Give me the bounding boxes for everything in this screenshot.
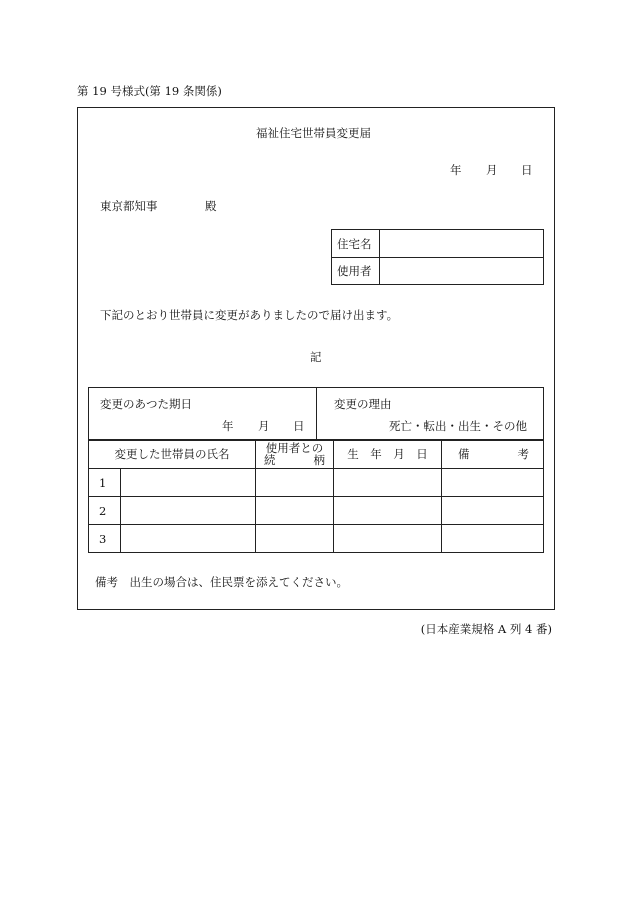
housing-name-label: 住宅名 (332, 230, 380, 258)
change-date-label: 変更のあつた期日 (100, 397, 192, 411)
change-date-cell[interactable] (89, 388, 317, 441)
member-name-cell[interactable] (121, 469, 256, 497)
applicant-table (331, 229, 544, 285)
birthdate-cell[interactable] (334, 469, 442, 497)
header-remarks (442, 440, 544, 469)
table-row (89, 497, 544, 525)
header-remarks-bi: 備 (458, 447, 470, 461)
header-birthdate: 生 年 月 日 (334, 440, 442, 469)
addressee-name: 東京都知事 (100, 199, 158, 213)
ki-text: 記 (310, 350, 322, 364)
user-field[interactable] (380, 258, 544, 285)
change-date-day: 日 (293, 419, 305, 433)
table-row (89, 525, 544, 553)
change-table (88, 387, 544, 441)
date-day-label: 日 (521, 163, 533, 177)
change-date-month: 月 (258, 419, 270, 433)
form-number: 第 19 号様式(第 19 条関係) (77, 84, 222, 98)
header-relation-zoku: 続 (264, 453, 276, 467)
header-relation (256, 440, 334, 469)
statement-text: 下記のとおり世帯員に変更がありましたので届け出ます。 (100, 308, 399, 322)
remarks-cell[interactable] (442, 497, 544, 525)
change-reason-cell[interactable] (317, 388, 544, 441)
members-table (88, 439, 544, 553)
header-relation-line1: 使用者との (265, 441, 324, 455)
row-number: 3 (89, 525, 121, 553)
table-row (89, 469, 544, 497)
birthdate-cell[interactable] (334, 497, 442, 525)
member-name-cell[interactable] (121, 525, 256, 553)
row-number: 1 (89, 469, 121, 497)
member-name-cell[interactable] (121, 497, 256, 525)
row-number: 2 (89, 497, 121, 525)
form-title: 福祉住宅世帯員変更届 (256, 126, 371, 140)
addressee-honorific: 殿 (205, 199, 217, 213)
remarks-note: 備考 出生の場合は、住民票を添えてください。 (95, 575, 348, 589)
relation-cell[interactable] (256, 469, 334, 497)
user-label: 使用者 (332, 258, 380, 285)
paper-size-footer: (日本産業規格 A 列 4 番) (420, 622, 552, 636)
housing-name-field[interactable] (380, 230, 544, 258)
change-reason-label: 変更の理由 (334, 397, 392, 411)
header-remarks-ko: 考 (517, 447, 529, 461)
remarks-cell[interactable] (442, 525, 544, 553)
change-date-year: 年 (222, 419, 234, 433)
header-relation-gara: 柄 (313, 453, 325, 467)
birthdate-cell[interactable] (334, 525, 442, 553)
change-reason-options: 死亡・転出・出生・その他 (389, 419, 527, 433)
header-member-name: 変更した世帯員の氏名 (89, 440, 256, 469)
remarks-cell[interactable] (442, 469, 544, 497)
date-year-label: 年 (450, 163, 462, 177)
date-month-label: 月 (486, 163, 498, 177)
relation-cell[interactable] (256, 525, 334, 553)
relation-cell[interactable] (256, 497, 334, 525)
